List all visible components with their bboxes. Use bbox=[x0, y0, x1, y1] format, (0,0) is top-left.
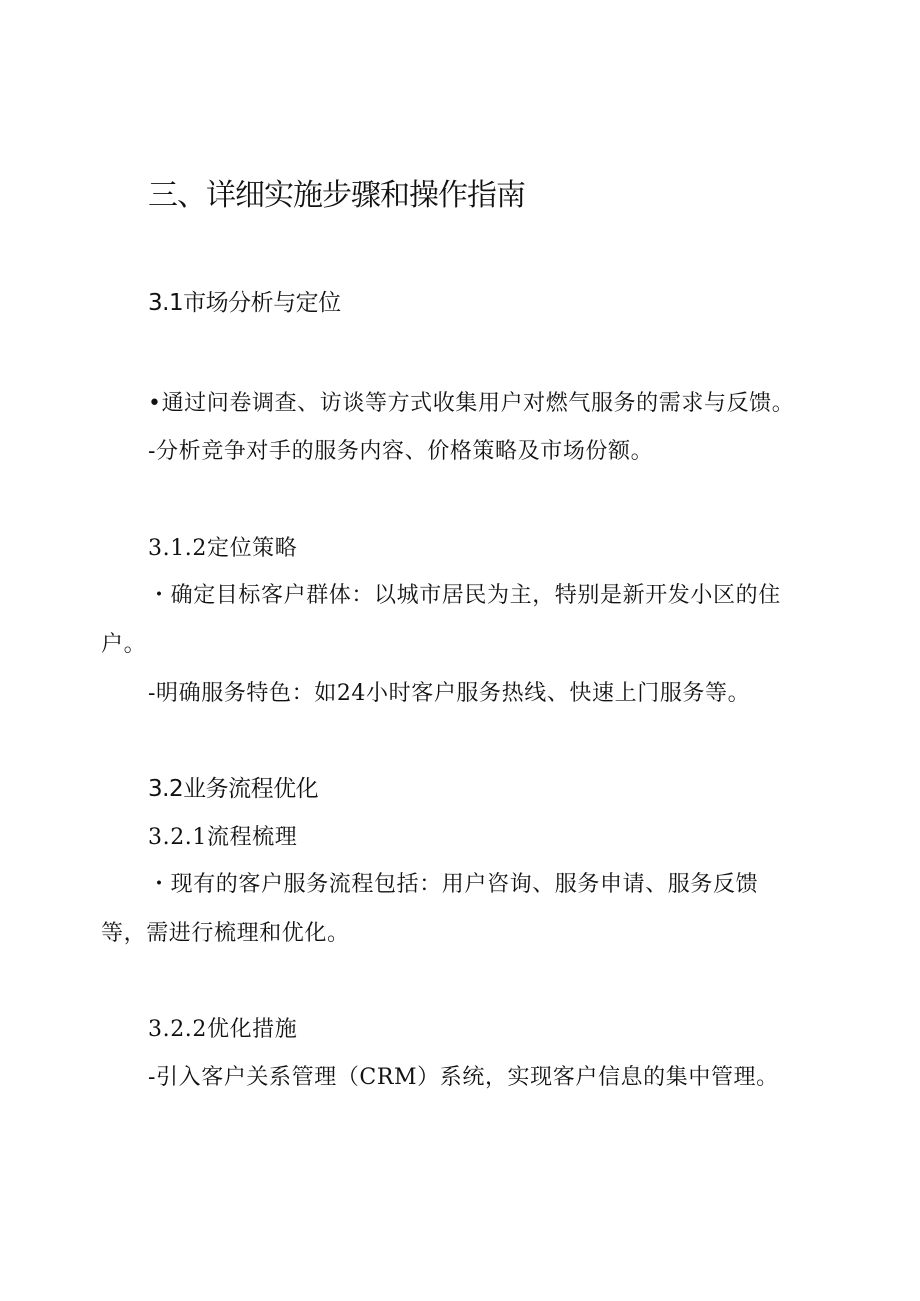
section-3-1-title: 3.1市场分析与定位 bbox=[148, 290, 341, 316]
section-3-2-1-bullet-1-line-1: ・现有的客户服务流程包括：用户咨询、服务申请、服务反馈 bbox=[148, 872, 759, 897]
section-3-1-bullet-1: •通过问卷调查、访谈等方式收集用户对燃气服务的需求与反馈。 bbox=[148, 391, 795, 416]
section-3-2-2-bullet-1: -引入客户关系管理（CRM）系统，实现客户信息的集中管理。 bbox=[148, 1065, 779, 1090]
section-3-1-2-title: 3.1.2定位策略 bbox=[148, 536, 298, 561]
section-3-1-2-bullet-1-line-2: 户。 bbox=[101, 632, 147, 657]
section-3-2-2-title: 3.2.2优化措施 bbox=[148, 1017, 298, 1042]
chapter-title: 三、详细实施步骤和操作指南 bbox=[148, 178, 525, 213]
section-3-2-title: 3.2业务流程优化 bbox=[148, 776, 319, 802]
section-3-1-2-bullet-1-line-1: ・确定目标客户群体：以城市居民为主，特别是新开发小区的住 bbox=[148, 583, 781, 608]
section-3-1-bullet-2: -分析竞争对手的服务内容、价格策略及市场份额。 bbox=[148, 439, 654, 464]
section-3-2-1-title: 3.2.1流程梳理 bbox=[148, 825, 298, 850]
section-3-1-2-bullet-2: -明确服务特色：如24小时客户服务热线、快速上门服务等。 bbox=[148, 681, 751, 706]
section-3-2-1-bullet-1-line-2: 等，需进行梳理和优化。 bbox=[101, 921, 350, 946]
